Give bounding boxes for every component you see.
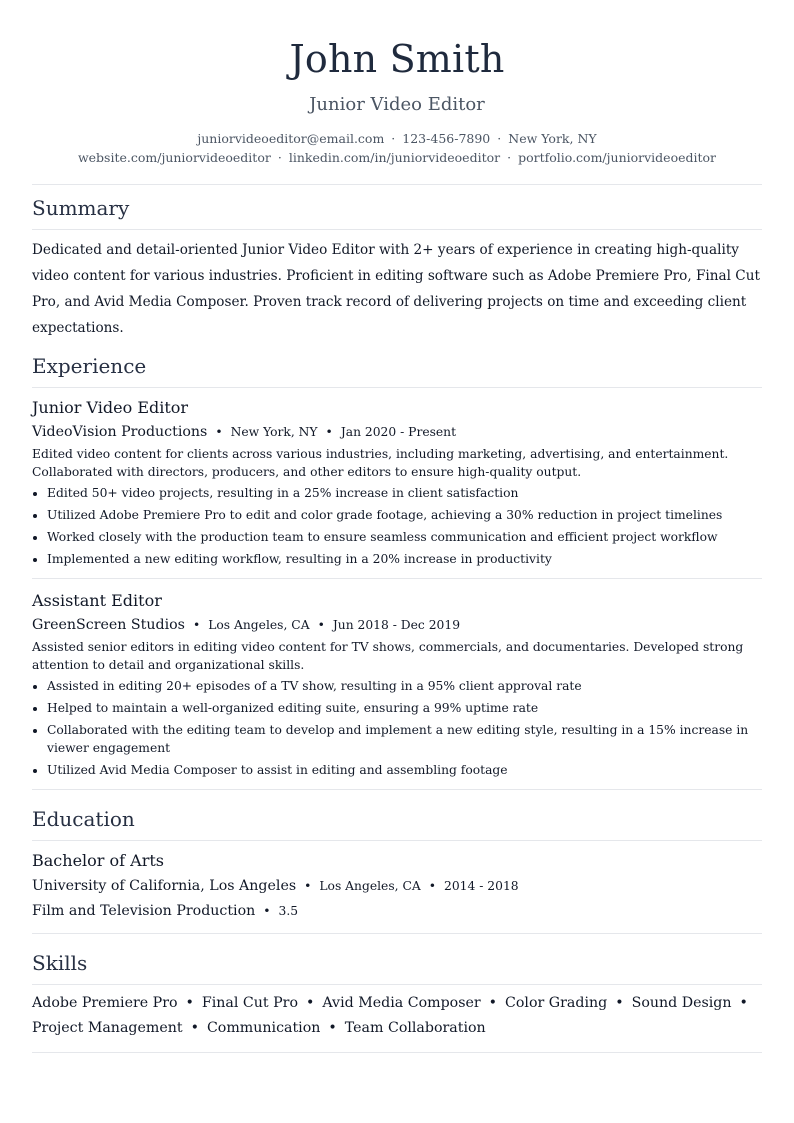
- summary-text: Dedicated and detail-oriented Junior Video Editor with 2+ years of experience in creating high-quality video content for various industries. Proficient in editing software such as Adobe Premiere Pro, Final Cut Pro, and Avid Media Composer. Proven track record of delivering projects on time and exceeding client expectations.: [32, 242, 760, 336]
- skill-item: Adobe Premiere Pro: [32, 995, 178, 1011]
- contact-separator: ·: [497, 131, 502, 146]
- summary-heading: Summary: [32, 196, 130, 220]
- contact-row-2: [32, 148, 762, 167]
- skill-item: Color Grading: [505, 995, 608, 1011]
- skill-separator: •: [328, 1020, 337, 1036]
- list-item: Assisted in editing 20+ episodes of a TV show, resulting in a 95% client approval rate: [32, 677, 762, 695]
- job-company: VideoVision Productions: [32, 424, 208, 440]
- job-entry: [32, 397, 762, 568]
- meta-separator: •: [304, 879, 312, 893]
- education-field: Film and Television Production: [32, 903, 256, 919]
- divider: [32, 387, 762, 388]
- skills-list: [32, 991, 762, 1041]
- education-gpa: 3.5: [278, 904, 299, 918]
- divider: [32, 1052, 762, 1053]
- job-bullets: [32, 484, 762, 568]
- job-bullets: [32, 677, 762, 779]
- contact-website[interactable]: website.com/juniorvideoeditor: [77, 150, 271, 165]
- job-location: Los Angeles, CA: [208, 618, 310, 632]
- experience-heading: Experience: [32, 354, 147, 378]
- candidate-name: John Smith: [289, 37, 505, 81]
- education-school: University of California, Los Angeles: [32, 878, 297, 894]
- contact-row-1: [32, 129, 762, 148]
- candidate-headline: Junior Video Editor: [309, 94, 485, 115]
- contact-linkedin[interactable]: linkedin.com/in/juniorvideoeditor: [288, 150, 501, 165]
- skills-heading: Skills: [32, 951, 88, 975]
- skills-row-1: [32, 991, 762, 1016]
- skill-item: Project Management: [32, 1020, 183, 1036]
- divider: [32, 229, 762, 230]
- education-dates: 2014 - 2018: [444, 879, 519, 893]
- education-location: Los Angeles, CA: [319, 879, 421, 893]
- divider: [32, 933, 762, 934]
- list-item: Utilized Adobe Premiere Pro to edit and color grade footage, achieving a 30% reduction in project timelines: [32, 506, 762, 524]
- job-title: Junior Video Editor: [32, 398, 189, 417]
- job-description: Edited video content for clients across various industries, including marketing, advertising, and entertainment. Collaborated with directors, producers, and other editors to ensure high-quality output.: [32, 447, 729, 479]
- skill-separator: •: [488, 995, 498, 1011]
- skill-separator: •: [739, 995, 748, 1011]
- divider: [32, 984, 762, 985]
- job-title: Assistant Editor: [32, 591, 162, 610]
- divider: [32, 789, 762, 790]
- resume-page: [32, 0, 762, 1053]
- skills-row-2: [32, 1016, 762, 1041]
- contact-info: [32, 129, 762, 167]
- divider: [32, 840, 762, 841]
- meta-separator: •: [215, 425, 223, 439]
- meta-separator: •: [325, 425, 333, 439]
- skill-item: Avid Media Composer: [322, 995, 481, 1011]
- list-item: Worked closely with the production team to ensure seamless communication and efficient project workflow: [32, 528, 762, 546]
- list-item: Collaborated with the editing team to develop and implement a new editing style, resulting in a 15% increase in viewer engagement: [32, 721, 762, 757]
- divider: [32, 184, 762, 185]
- divider: [32, 578, 762, 579]
- skill-separator: •: [190, 1020, 199, 1036]
- list-item: Edited 50+ video projects, resulting in a 25% increase in client satisfaction: [32, 484, 762, 502]
- education-heading: Education: [32, 807, 135, 831]
- skill-item: Sound Design: [631, 995, 732, 1011]
- list-item: Utilized Avid Media Composer to assist in editing and assembling footage: [32, 761, 762, 779]
- list-item: Implemented a new editing workflow, resulting in a 20% increase in productivity: [32, 550, 762, 568]
- skill-item: Team Collaboration: [344, 1020, 486, 1036]
- meta-separator: •: [263, 904, 271, 918]
- contact-phone[interactable]: 123-456-7890: [402, 131, 491, 146]
- contact-email[interactable]: juniorvideoeditor@email.com: [197, 131, 385, 146]
- contact-portfolio[interactable]: portfolio.com/juniorvideoeditor: [518, 150, 717, 165]
- education-field-line: [32, 901, 762, 921]
- skill-separator: •: [185, 995, 194, 1011]
- contact-separator: ·: [391, 131, 396, 146]
- job-dates: Jan 2020 - Present: [340, 425, 457, 439]
- job-location: New York, NY: [230, 425, 318, 439]
- meta-separator: •: [317, 618, 325, 632]
- list-item: Helped to maintain a well-organized editing suite, ensuring a 99% uptime rate: [32, 699, 762, 717]
- contact-separator: ·: [507, 150, 512, 165]
- education-meta: [32, 876, 762, 896]
- skill-separator: •: [306, 995, 315, 1011]
- skill-item: Final Cut Pro: [201, 995, 299, 1011]
- meta-separator: •: [192, 618, 201, 632]
- education-degree: Bachelor of Arts: [32, 851, 164, 870]
- job-meta: [32, 422, 762, 442]
- job-dates: Jun 2018 - Dec 2019: [332, 618, 461, 632]
- contact-separator: ·: [277, 150, 282, 165]
- job-entry: [32, 590, 762, 779]
- job-description: Assisted senior editors in editing video content for TV shows, commercials, and documentaries. Developed strong attention to detail and organizational skills.: [32, 640, 744, 672]
- meta-separator: •: [428, 879, 437, 893]
- job-meta: [32, 615, 762, 635]
- skill-separator: •: [615, 995, 624, 1011]
- skill-item: Communication: [206, 1020, 321, 1036]
- job-company: GreenScreen Studios: [32, 617, 185, 633]
- contact-location: New York, NY: [508, 131, 597, 146]
